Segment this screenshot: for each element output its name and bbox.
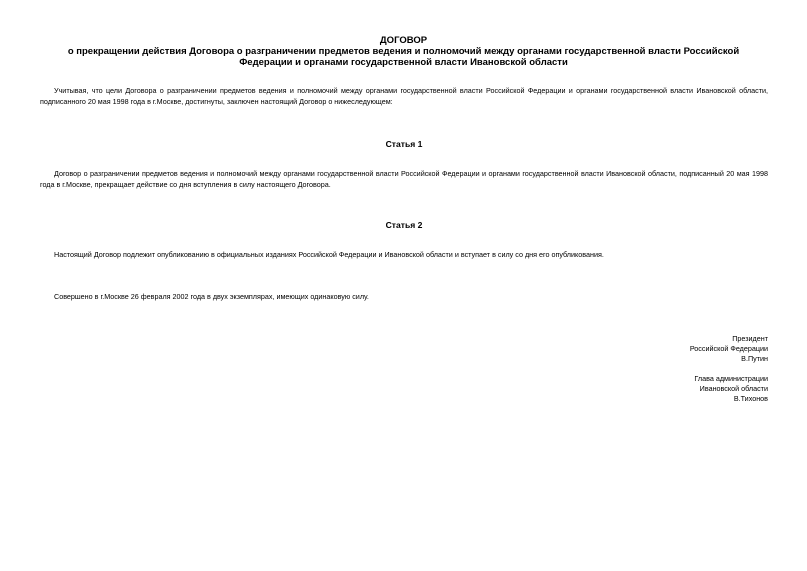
document-title: ДОГОВОР [379, 35, 428, 46]
preamble-paragraph: Учитывая, что цели Договора о разграничении предметов ведения и полномочий между органами государственной власти Российской Федерации и органами государственной власти Ивановской области, подписанного 20 мая 1998 года в г.Москве, достигнуты, заключен настоящий Договор о нижеследующем: [40, 86, 768, 106]
document-title-block [40, 35, 767, 68]
signature-president-name: В.Путин [741, 354, 768, 364]
signature-governor-org: Ивановской области [699, 384, 768, 394]
signature-president-title: Президент [732, 334, 768, 343]
signature-governor-title: Глава администрации [694, 374, 768, 383]
signature-governor-name: В.Тихонов [733, 394, 768, 404]
document-subtitle: о прекращении действия Договора о разграничении предметов ведения и полномочий между органами государственной власти Российской Федерации и органами государственной власти Ивановской области [67, 46, 740, 68]
article-1-text: Договор о разграничении предметов ведения и полномочий между органами государственной власти Российской Федерации и органами государственной власти Ивановской области, подписанный 20 мая 1998 года в г.Москве, прекращает действие со дня вступления в силу настоящего Договора. [40, 169, 768, 189]
article-2-heading: Статья 2 [385, 220, 423, 230]
closing-paragraph: Совершено в г.Москве 26 февраля 2002 года в двух экземплярах, имеющих одинаковую силу. [54, 292, 369, 301]
signature-president-org: Российской Федерации [689, 344, 768, 354]
signature-governor [694, 374, 768, 405]
article-1-heading: Статья 1 [385, 139, 423, 149]
signature-president [690, 334, 768, 365]
article-2-text: Настоящий Договор подлежит опубликованию в официальных изданиях Российской Федерации и Ивановской области и вступает в силу со дня его опубликования. [54, 250, 604, 259]
